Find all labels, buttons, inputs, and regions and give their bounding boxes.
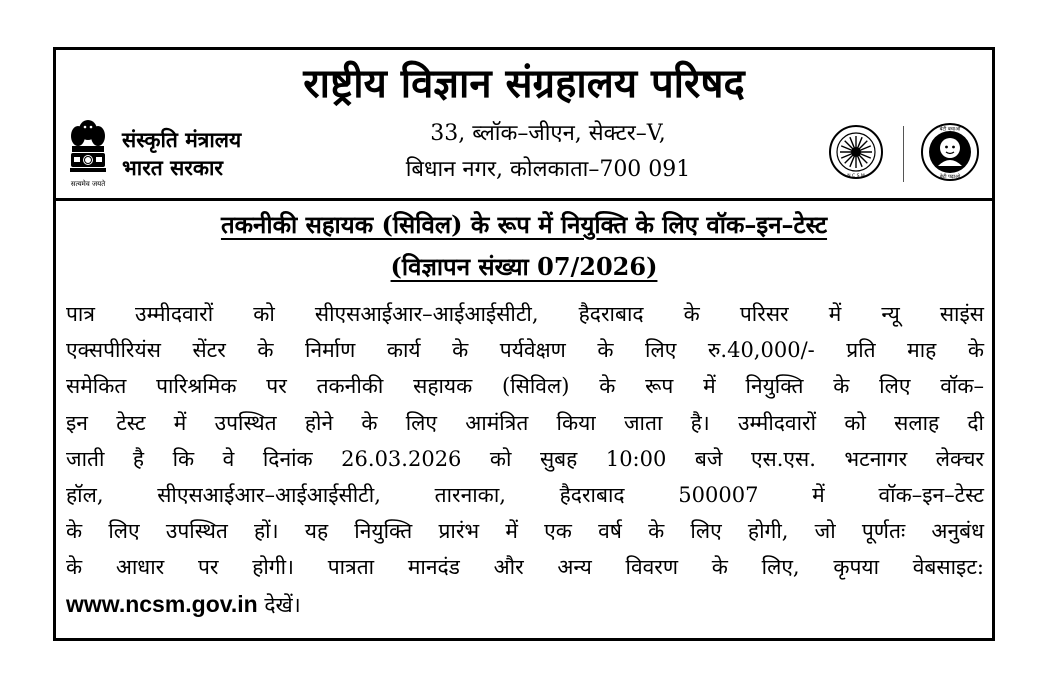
address-line-2: बिधान नगर, कोलकाता–700 091 [405, 157, 691, 182]
logo-divider [903, 126, 904, 182]
ministry-block [122, 126, 241, 182]
advertisement-frame [53, 47, 995, 641]
notice-body [66, 296, 984, 623]
beti-bachao-logo-icon [920, 122, 980, 182]
government-name: भारत सरकार [122, 156, 224, 180]
body-line-2: एक्सपीरियंस सेंटर के निर्माण कार्य के पर्यवेक्षण के लिए रु.40,000/- प्रति माह के [66, 338, 984, 363]
header [56, 50, 992, 201]
website-link[interactable]: www.ncsm.gov.in [66, 590, 258, 617]
notice-title-text: तकनीकी सहायक (सिविल) के रूप में नियुक्ति के लिए वॉक–इन–टेस्ट [220, 210, 828, 239]
body-line-7: के लिए उपस्थित हों। यह नियुक्ति प्रारंभ में एक वर्ष के लिए होगी, जो पूर्णतः अनुबंध [66, 519, 984, 544]
ncsm-logo-icon [828, 124, 884, 180]
address-line-1: 33, ब्लॉक–जीएन, सेक्टर–V, [430, 121, 666, 146]
emblem-caption: सत्यमेव जयते [70, 180, 106, 188]
body-line-5: जाती है कि वे दिनांक 26.03.2026 को सुबह 10:00 बजे एस.एस. भटनागर लेक्चर [66, 446, 984, 471]
ashoka-emblem-icon [66, 116, 110, 192]
body-line-9 [66, 586, 984, 623]
org-title: राष्ट्रीय विज्ञान संग्रहालय परिषद [303, 60, 745, 107]
body-line-4: इन टेस्ट में उपस्थित होने के लिए आमंत्रित किया जाता है। उम्मीदवारों को सलाह दी [66, 410, 984, 435]
advertisement-number [56, 250, 992, 284]
advertisement-number-text: (विज्ञापन संख्या 07/2026) [390, 252, 658, 281]
beti-logo-bottom-text: बेटी पढ़ाओ [939, 174, 961, 180]
body-line-3: समेकित पारिश्रमिक पर तकनीकी सहायक (सिविल) के रूप में नियुक्ति के लिए वॉक– [66, 374, 984, 399]
body-line-8: के आधार पर होगी। पात्रता मानदंड और अन्य विवरण के लिए, कृपया वेबसाइट: [66, 555, 984, 580]
ncsm-logo-text: N C S M [847, 174, 865, 179]
body-line-6: हॉल, सीएसआईआर–आईआईसीटी, तारनाका, हैदराबाद 500007 में वॉक–इन–टेस्ट [66, 483, 984, 508]
body-line-1: पात्र उम्मीदवारों को सीएसआईआर–आईआईसीटी, हैदराबाद के परिसर में न्यू साइंस [66, 302, 984, 326]
body-line-9-suffix: देखें। [257, 592, 301, 617]
beti-logo-top-text: बेटी बचाओ [939, 126, 961, 133]
address-block [356, 116, 740, 188]
ministry-name: संस्कृति मंत्रालय [122, 128, 242, 152]
notice-title [56, 208, 992, 242]
